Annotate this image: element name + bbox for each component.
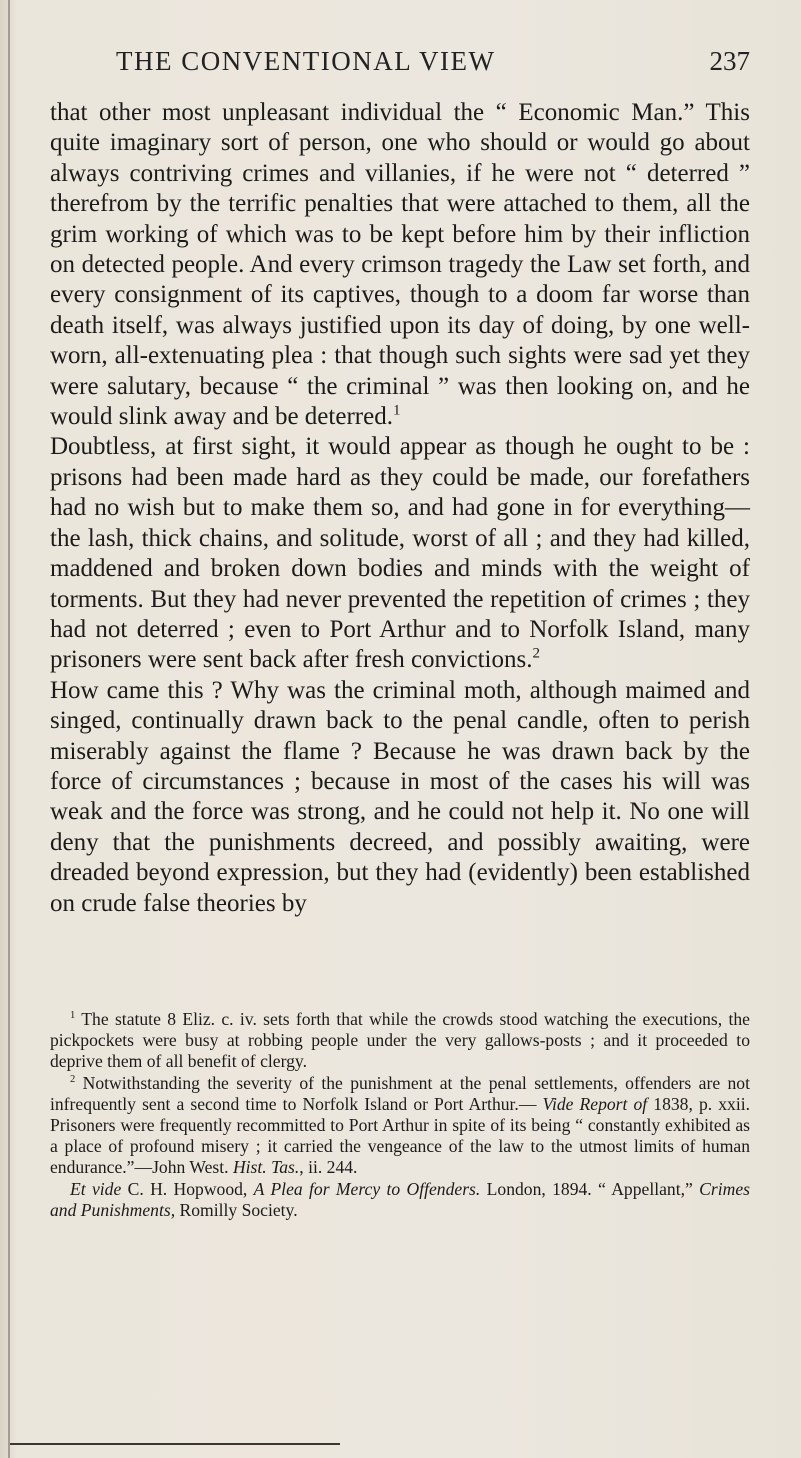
footnote-1-text: The statute 8 Eliz. c. iv. sets forth that while the crowds stood watching the executions, the pickpockets were busy at robbing people under the very gallows-posts ; and it proceeded to deprive them of all benefit of clergy. [50,1009,750,1072]
page-header [50,46,750,82]
footnote-2-text-a: Notwithstanding the severity of the punishment at the penal settlements, offenders are not infrequently sent a second time to Norfolk Island or Port Arthur.— [50,1072,750,1114]
page-number: 237 [709,46,750,76]
page-bottom-rule [10,1443,340,1445]
page-gutter-edge [8,0,10,1458]
paragraph-3: How came this ? Why was the criminal moth, although maimed and singed, continually drawn back to the penal candle, often to perish miserably against the flame ? Because he was drawn back by the force of circumstances ; because in most of the cases his will was weak and the force was strong, and he could not help it. No one will deny that the punishments decreed, and possibly awaiting, were dreaded beyond expression, but they had (evidently) been established on crude false theories by [50,676,750,917]
body-text [50,98,750,919]
footnote-ref-1: 1 [392,402,401,419]
footnote-2-text-c: , ii. 244. [299,1157,358,1178]
footnote-2 [50,1073,750,1179]
footnote-2-text-f: Romilly Society. [175,1199,298,1220]
footnote-2-number: 2 [70,1073,76,1085]
paragraph-1 [50,98,750,432]
footnotes [50,1009,750,1221]
running-title: THE CONVENTIONAL VIEW [116,46,496,76]
footnote-1 [50,1009,750,1073]
footnote-2-hist: Hist. Tas. [232,1157,300,1178]
footnote-2-vide: Vide Report of [542,1093,648,1114]
footnote-2-crimes-title: Crimes and Punishments, [50,1178,750,1220]
footnote-2-et-vide: Et vide [70,1178,122,1199]
paragraph-2 [50,432,750,675]
footnote-1-number: 1 [70,1010,76,1022]
footnote-2-text-d: C. H. Hopwood, [121,1178,254,1199]
footnote-2-text-b: 1838, p. xxii. Prisoners were frequently recommitted to Port Arthur in spite of its being “ constantly exhibited as a place of profound misery ; it carried the vengeance of the law to the utmost limits of human endurance.”—John West. [50,1093,751,1178]
footnote-ref-2: 2 [532,645,540,662]
footnote-2-continued [50,1179,750,1221]
paragraph-1-text: that other most unpleasant individual the “ Economic Man.” This quite imaginary sort of person, one who should or would go about always contriving crimes and villanies, if he were not “ deterred ” therefrom by the terrific penalties that were attached to them, all the grim working of which was to be kept before him by their infliction on detected people. And every crimson tragedy the Law set forth, and every consignment of its captives, though to a doom far worse than death itself, was always justified upon its day of doing, by one well-worn, all-extenuating plea : that though such sights were sad yet they were salutary, because “ the criminal ” was then looking on, and he would slink away and be deterred. [50,99,750,431]
footnote-2-text-e: London, 1894. “ Appellant,” [480,1178,700,1199]
footnote-2-plea-title: A Plea for Mercy to Offenders. [253,1178,481,1199]
paragraph-2-text: Doubtless, at first sight, it would appear as though he ought to be : prisons had been made hard as they could be made, our forefathers had no wish but to make them so, and had gone in for everything—the lash, thick chains, and solitude, worst of all ; and they had killed, maddened and broken down bodies and minds with the weight of torments. But they had never prevented the repetition of crimes ; they had not deterred ; even to Port Arthur and to Norfolk Island, many prisoners were sent back after fresh convictions. [50,433,750,674]
